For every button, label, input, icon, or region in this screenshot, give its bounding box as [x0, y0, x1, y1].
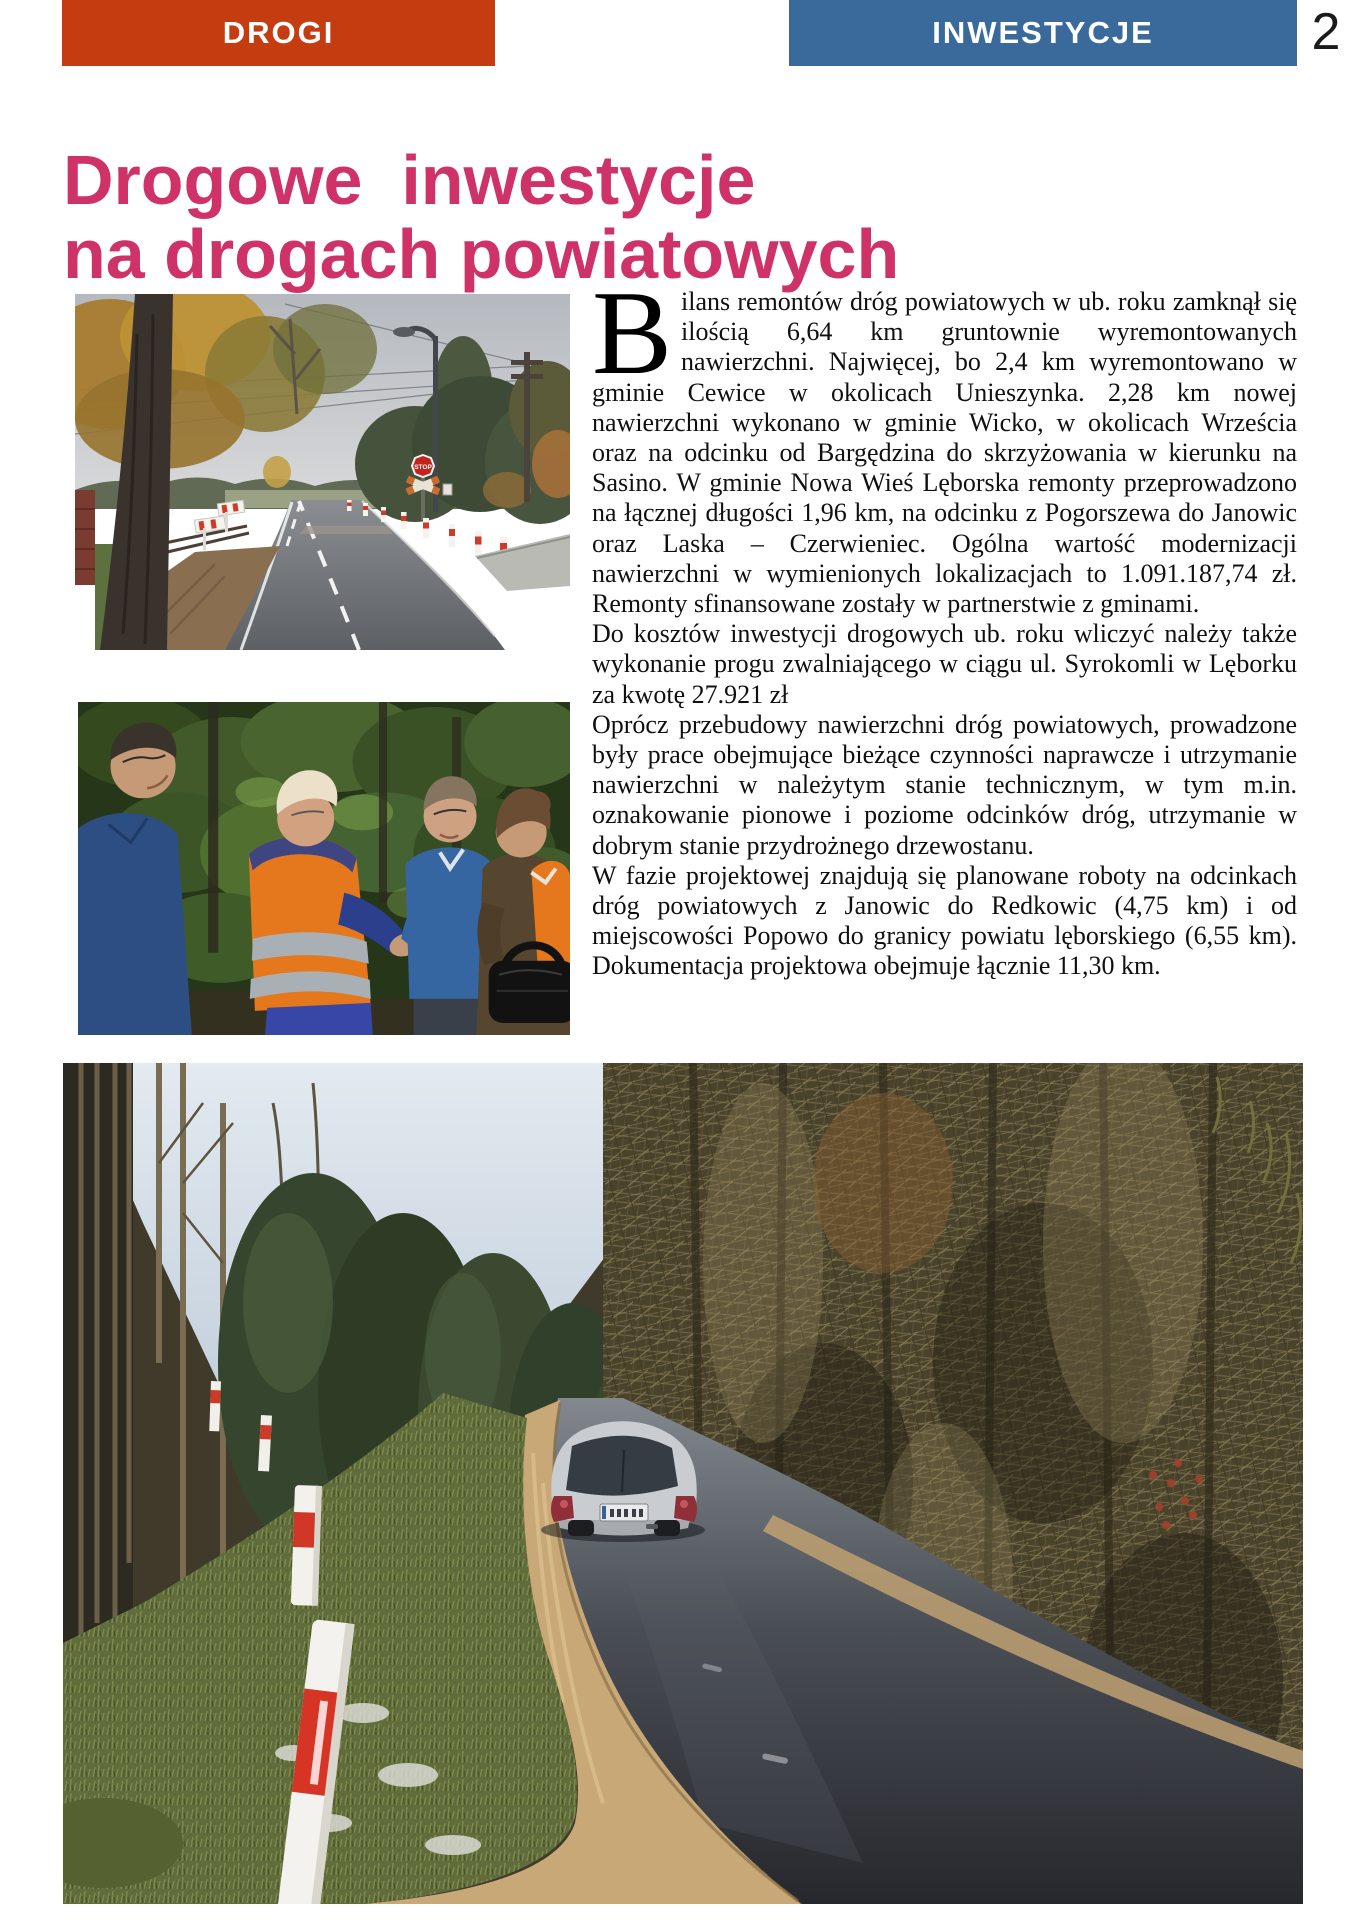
paragraph-1-text: ilans remontów dróg powiatowych w ub. roku zamknął się ilością 6,64 km gruntownie wyremontowanych nawierzchni. Najwięcej, bo 2,4 km wyremontowano w gminie Cewice w okolicach Unieszynka. 2,28 km nowej nawierzchni wykonano w gminie Wicko, w okolicach Wrześcia oraz na odcinku od Bargędzina do skrzyżowania w kierunku na Sasino. W gminie Nowa Wieś Lęborska remonty przeprowadzono na łącznej długości 1,96 km, na odcinku z Pogorszewa do Janowic oraz Laska – Czerwieniec. Ogólna wartość modernizacji nawierzchni w wymienionych lokalizacjach to 1.091.187,74 zł. Remonty sfinansowane zostały w partnerstwie z gminami.	[592, 287, 1297, 619]
photo-handshake-art	[78, 702, 570, 1035]
wheel-left	[568, 1520, 594, 1536]
paragraph-2: Do kosztów inwestycji drogowych ub. roku wliczyć należy także wykonanie progu zwalniającego w ciągu ul. Syrokomli w Lęborku za kwotę 27.921 zł	[592, 619, 1297, 709]
drop-cap: B	[592, 266, 673, 399]
paragraph-3: Oprócz przebudowy nawierzchni dróg powiatowych, prowadzone były prace obejmujące bieżące czynności naprawcze i utrzymanie nawierzchni w należytym stanie technicznym, w tym m.in. oznakowanie pionowe i poziome odcinków dróg, utrzymanie w dobrym stanie przydrożnego drzewostanu.	[592, 709, 1297, 860]
photo-road-car-art	[63, 1063, 1303, 1904]
section-tag-inwestycje	[789, 0, 1297, 66]
crossing-pavement	[299, 526, 393, 534]
hair-bun	[524, 791, 550, 817]
photo-handshake	[78, 702, 570, 1035]
concrete-pad	[475, 534, 570, 591]
photo-road-crossing	[75, 294, 570, 650]
small-sign	[443, 484, 452, 495]
paragraph-4: W fazie projektowej znajdują się planowane roboty na odcinkach dróg powiatowych z Janowic do Redkowic (4,75 km) i od miejscowości Popowo do granicy powiatu lęborskiego (6,55 km). Dokumentacja projektowa obejmuje łącznie 11,30 km.	[592, 860, 1297, 981]
section-tag-inwestycje-label: INWESTYCJE	[932, 15, 1154, 50]
svg-text:STOP: STOP	[414, 464, 432, 471]
photo-road-car	[63, 1063, 1303, 1904]
photo-road-crossing-art	[75, 294, 570, 650]
blue-trousers	[265, 1003, 373, 1035]
article-title-line1: Drogowe inwestycje	[63, 140, 756, 219]
article-body	[592, 266, 1297, 982]
dry-leaves	[813, 1093, 953, 1273]
delineator-post-small-1	[209, 1381, 221, 1431]
exhaust	[646, 1524, 658, 1529]
taillight-right	[674, 1496, 697, 1522]
license-plate	[600, 1504, 648, 1521]
article-title-line2: na drogach powiatowych	[63, 214, 900, 293]
road-surface	[225, 500, 505, 650]
page-number: 2	[1311, 3, 1341, 61]
section-tag-drogi	[62, 0, 495, 66]
wheel-right	[654, 1520, 680, 1536]
delineator-post-medium	[291, 1485, 322, 1606]
taillight-left	[551, 1496, 574, 1522]
section-tag-drogi-label: DROGI	[222, 15, 335, 50]
yellow-tree	[263, 456, 291, 488]
paragraph-1	[592, 266, 1297, 619]
brick-wall	[75, 490, 95, 585]
article-title	[63, 140, 900, 293]
